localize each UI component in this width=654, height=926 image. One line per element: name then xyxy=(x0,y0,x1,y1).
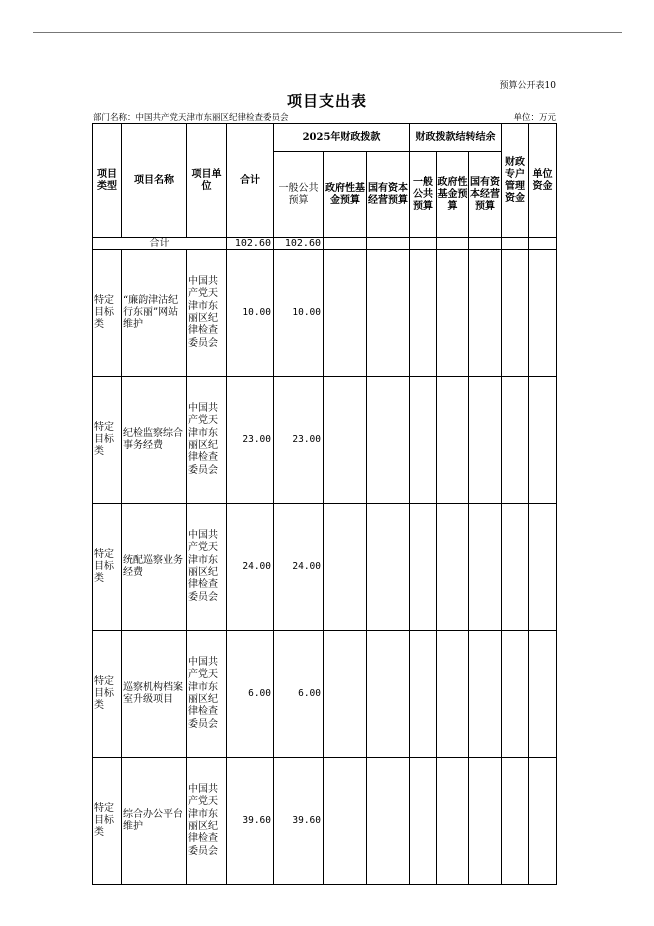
table-row xyxy=(93,504,557,631)
empty-cell xyxy=(367,377,410,504)
empty-cell xyxy=(324,504,367,631)
project-name: 纪检监察综合事务经费 xyxy=(122,377,187,504)
table-row xyxy=(93,631,557,758)
project-total: 39.60 xyxy=(227,758,274,885)
header-general-budget: 一般公共预算 xyxy=(274,152,324,238)
empty-cell xyxy=(469,631,502,758)
header-total: 合计 xyxy=(227,124,274,238)
empty-cell xyxy=(437,504,469,631)
unit-label: 单位：万元 xyxy=(513,113,556,123)
project-expenditure-table xyxy=(92,123,557,885)
empty-cell xyxy=(324,250,367,377)
department-label: 部门名称：中国共产党天津市东丽区纪律检查委员会 xyxy=(93,113,289,123)
empty-cell xyxy=(469,250,502,377)
project-type: 特定目标类 xyxy=(93,504,122,631)
project-name: 综合办公平台维护 xyxy=(122,758,187,885)
project-type: 特定目标类 xyxy=(93,758,122,885)
empty-cell xyxy=(410,758,437,885)
project-total: 24.00 xyxy=(227,504,274,631)
empty-cell xyxy=(324,238,367,250)
empty-cell xyxy=(469,758,502,885)
project-type: 特定目标类 xyxy=(93,631,122,758)
project-name: 统配巡察业务经费 xyxy=(122,504,187,631)
empty-cell xyxy=(437,758,469,885)
header-carry-gov-fund: 政府性基金预算 xyxy=(437,152,469,238)
empty-cell xyxy=(324,377,367,504)
summary-row xyxy=(93,238,557,250)
empty-cell xyxy=(529,238,557,250)
empty-cell xyxy=(502,250,529,377)
empty-cell xyxy=(367,238,410,250)
project-total: 23.00 xyxy=(227,377,274,504)
header-name: 项目名称 xyxy=(122,124,187,238)
empty-cell xyxy=(367,250,410,377)
project-unit: 中国共产党天津市东丽区纪律检查委员会 xyxy=(187,758,227,885)
project-general: 10.00 xyxy=(274,250,324,377)
empty-cell xyxy=(324,631,367,758)
empty-cell xyxy=(437,377,469,504)
table-row xyxy=(93,377,557,504)
empty-cell xyxy=(367,504,410,631)
project-unit: 中国共产党天津市东丽区纪律检查委员会 xyxy=(187,250,227,377)
project-total: 10.00 xyxy=(227,250,274,377)
form-number: 预算公开表10 xyxy=(499,81,556,91)
header-special-account: 财政专户管理资金 xyxy=(502,124,529,238)
empty-cell xyxy=(469,504,502,631)
header-fiscal-2025: 2025年财政拨款 xyxy=(274,124,410,152)
empty-cell xyxy=(502,758,529,885)
header-gov-fund: 政府性基金预算 xyxy=(324,152,367,238)
empty-cell xyxy=(437,631,469,758)
summary-label: 合计 xyxy=(93,238,227,250)
empty-cell xyxy=(410,250,437,377)
empty-cell xyxy=(410,631,437,758)
empty-cell xyxy=(367,631,410,758)
project-type: 特定目标类 xyxy=(93,377,122,504)
top-rule xyxy=(33,32,622,33)
empty-cell xyxy=(469,238,502,250)
project-general: 6.00 xyxy=(274,631,324,758)
header-carry-state-capital: 国有资本经营预算 xyxy=(469,152,502,238)
summary-total: 102.60 xyxy=(227,238,274,250)
empty-cell xyxy=(529,377,557,504)
empty-cell xyxy=(410,377,437,504)
project-name: 巡察机构档案室升级项目 xyxy=(122,631,187,758)
table-row xyxy=(93,250,557,377)
empty-cell xyxy=(324,758,367,885)
summary-general: 102.60 xyxy=(274,238,324,250)
header-carryover: 财政拨款结转结余 xyxy=(410,124,502,152)
empty-cell xyxy=(529,758,557,885)
empty-cell xyxy=(367,758,410,885)
project-name: “廉韵津沽纪行东丽”网站维护 xyxy=(122,250,187,377)
empty-cell xyxy=(469,377,502,504)
project-general: 23.00 xyxy=(274,377,324,504)
empty-cell xyxy=(410,238,437,250)
empty-cell xyxy=(410,504,437,631)
header-type: 项目类型 xyxy=(93,124,122,238)
empty-cell xyxy=(529,504,557,631)
page-title: 项目支出表 xyxy=(286,92,367,110)
header-unit-funds: 单位资金 xyxy=(529,124,557,238)
empty-cell xyxy=(502,238,529,250)
project-total: 6.00 xyxy=(227,631,274,758)
project-unit: 中国共产党天津市东丽区纪律检查委员会 xyxy=(187,631,227,758)
project-unit: 中国共产党天津市东丽区纪律检查委员会 xyxy=(187,504,227,631)
header-carry-general: 一般公共预算 xyxy=(410,152,437,238)
empty-cell xyxy=(529,250,557,377)
empty-cell xyxy=(437,238,469,250)
empty-cell xyxy=(502,504,529,631)
header-state-capital: 国有资本经营预算 xyxy=(367,152,410,238)
empty-cell xyxy=(437,250,469,377)
empty-cell xyxy=(502,631,529,758)
empty-cell xyxy=(502,377,529,504)
header-unit: 项目单位 xyxy=(187,124,227,238)
project-general: 39.60 xyxy=(274,758,324,885)
project-type: 特定目标类 xyxy=(93,250,122,377)
empty-cell xyxy=(529,631,557,758)
table-row xyxy=(93,758,557,885)
project-unit: 中国共产党天津市东丽区纪律检查委员会 xyxy=(187,377,227,504)
project-general: 24.00 xyxy=(274,504,324,631)
